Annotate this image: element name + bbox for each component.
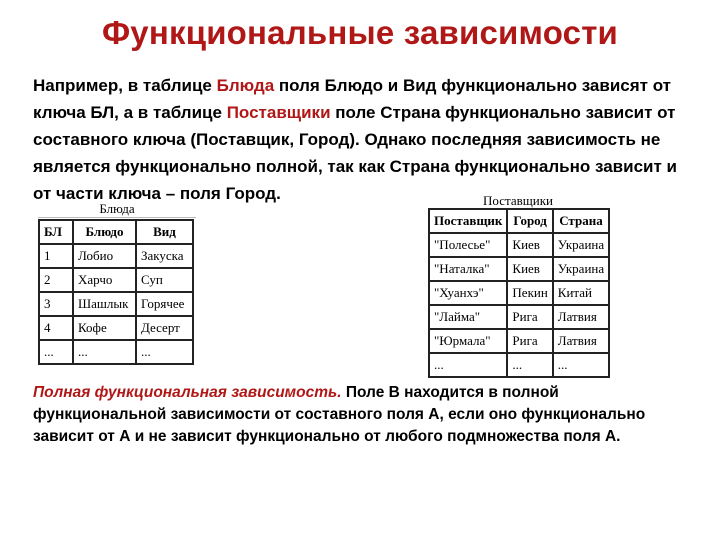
column-header: Вид bbox=[136, 220, 193, 244]
table-cell: 1 bbox=[39, 244, 73, 268]
table-row bbox=[429, 257, 609, 281]
intro-text-2: поля Блюдо и Вид функционально зависят от ключа БЛ, а в таблице bbox=[33, 76, 671, 122]
table-cell: ... bbox=[553, 353, 609, 377]
definition-text: Поле В находится в полной функциональной зависимости от составного поля А, если оно функционально зависит от А и не зависит функционально от любого подмножества поля А. bbox=[33, 384, 646, 445]
table-cell: Горячее bbox=[136, 292, 193, 316]
table-row bbox=[429, 353, 609, 377]
definition-term: Полная функциональная зависимость. bbox=[33, 384, 342, 401]
column-header: Блюдо bbox=[73, 220, 136, 244]
table-row bbox=[39, 268, 193, 292]
intro-paragraph bbox=[33, 72, 693, 207]
intro-text-1: Например, в таблице bbox=[33, 76, 217, 95]
definition-paragraph bbox=[33, 382, 693, 448]
column-header: Город bbox=[507, 209, 552, 233]
table-cell: "Наталка" bbox=[429, 257, 507, 281]
table-cell: 3 bbox=[39, 292, 73, 316]
table-cell: Рига bbox=[507, 329, 552, 353]
table-cell: Десерт bbox=[136, 316, 193, 340]
table-header-row bbox=[39, 220, 193, 244]
table-cell: Лобио bbox=[73, 244, 136, 268]
table-row bbox=[39, 292, 193, 316]
table-cell: 2 bbox=[39, 268, 73, 292]
table-cell: ... bbox=[429, 353, 507, 377]
table-row bbox=[429, 329, 609, 353]
table-cell: Пекин bbox=[507, 281, 552, 305]
table-cell: Киев bbox=[507, 257, 552, 281]
table-row bbox=[39, 244, 193, 268]
table-cell: Закуска bbox=[136, 244, 193, 268]
intro-text-3: поле Страна функционально зависит от составного ключа (Поставщик, Город). Однако последняя зависимость не является функционально полной, так как Страна функционально зависит и от части ключа – поля Город. bbox=[33, 103, 677, 203]
table-cell: Латвия bbox=[553, 329, 609, 353]
table-cell: ... bbox=[507, 353, 552, 377]
table-cell: ... bbox=[73, 340, 136, 364]
dishes-table bbox=[38, 219, 194, 365]
table-cell: Рига bbox=[507, 305, 552, 329]
table-cell: "Лайма" bbox=[429, 305, 507, 329]
dishes-table-caption: Блюда bbox=[99, 201, 135, 216]
page-title: Функциональные зависимости bbox=[101, 14, 619, 51]
table-cell: Украина bbox=[553, 257, 609, 281]
table-row bbox=[429, 281, 609, 305]
table-cell: "Хуанхэ" bbox=[429, 281, 507, 305]
table-row bbox=[429, 233, 609, 257]
table-cell: Харчо bbox=[73, 268, 136, 292]
table-cell: "Полесье" bbox=[429, 233, 507, 257]
column-header: Поставщик bbox=[429, 209, 507, 233]
table-cell: 4 bbox=[39, 316, 73, 340]
table-row bbox=[429, 305, 609, 329]
table-cell: Киев bbox=[507, 233, 552, 257]
table-name-dishes: Блюда bbox=[216, 76, 275, 95]
table-header-row bbox=[429, 209, 609, 233]
suppliers-table-body bbox=[429, 233, 609, 377]
dishes-table-body bbox=[39, 244, 193, 364]
table-cell: Украина bbox=[553, 233, 609, 257]
table-name-suppliers: Поставщики bbox=[226, 103, 331, 122]
column-header: Страна bbox=[553, 209, 609, 233]
suppliers-table-caption: Поставщики bbox=[483, 193, 553, 208]
table-cell: ... bbox=[136, 340, 193, 364]
table-cell: Латвия bbox=[553, 305, 609, 329]
table-cell: Суп bbox=[136, 268, 193, 292]
table-cell: Кофе bbox=[73, 316, 136, 340]
table-cell: "Юрмала" bbox=[429, 329, 507, 353]
table-row bbox=[39, 340, 193, 364]
column-header: БЛ bbox=[39, 220, 73, 244]
table-cell: Китай bbox=[553, 281, 609, 305]
suppliers-table bbox=[428, 208, 610, 378]
dishes-caption-rule bbox=[38, 217, 196, 218]
table-cell: Шашлык bbox=[73, 292, 136, 316]
table-cell: ... bbox=[39, 340, 73, 364]
table-row bbox=[39, 316, 193, 340]
